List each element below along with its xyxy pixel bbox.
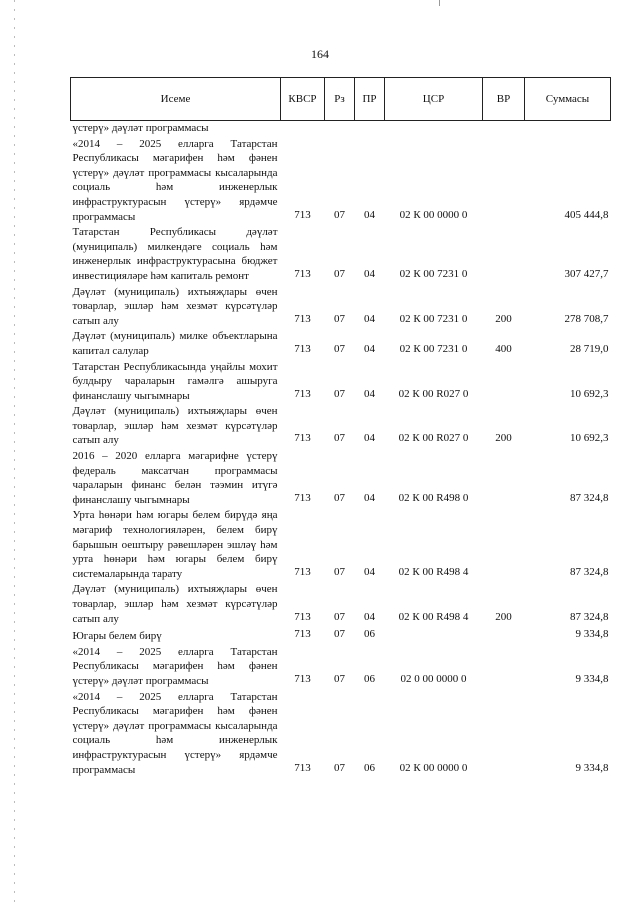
row-sum: 10 692,3: [570, 387, 609, 400]
row-rz: 07: [334, 432, 345, 445]
row-rz: 07: [334, 672, 345, 685]
row-rz: 07: [334, 565, 345, 578]
row-kvsr: 713: [294, 761, 311, 774]
row-rz: 07: [334, 267, 345, 280]
row-pr: 04: [364, 432, 375, 445]
row-csr: 02 К 00 R498 4: [398, 610, 469, 623]
row-pr: 06: [364, 628, 375, 641]
row-rz: [325, 121, 355, 136]
row-vr: 200: [495, 312, 512, 325]
row-rz: 07: [334, 761, 345, 774]
row-sum: 307 427,7: [564, 267, 609, 280]
scan-margin-dots: [14, 0, 15, 905]
row-pr: [355, 121, 385, 136]
row-csr: 02 К 00 0000 0: [399, 208, 468, 221]
row-vr: [483, 689, 525, 778]
table-body: [71, 121, 611, 778]
row-rz: 07: [334, 491, 345, 504]
table-row: [71, 224, 611, 283]
row-kvsr: 713: [294, 312, 311, 325]
row-name: Татарстан Республикасы дәүләт (муниципаль) милкендәге социаль һәм инженерлык инфраструктурасына бюджет инвестицияләре һәм капиталь ремонт: [72, 226, 278, 282]
row-rz: 07: [334, 610, 345, 623]
row-vr: 400: [495, 342, 512, 355]
row-kvsr: 713: [294, 267, 311, 280]
row-sum: [525, 121, 611, 136]
row-vr: [483, 626, 525, 644]
table-row: [71, 581, 611, 626]
row-sum: 87 324,8: [570, 610, 609, 623]
row-csr: 02 К 00 R498 4: [398, 565, 469, 578]
row-name: Дәүләт (муниципаль) ихтыяҗлары өчен товарлар, эшләр һәм хезмәт күрсәтүләр сатып алу: [72, 285, 278, 327]
row-vr: 200: [495, 610, 512, 623]
row-name: Дәүләт (муниципаль) милке объектларына капитал салулар: [72, 330, 278, 357]
row-sum: 405 444,8: [564, 208, 609, 221]
row-sum: 87 324,8: [570, 491, 609, 504]
row-pr: 06: [364, 672, 375, 685]
row-kvsr: 713: [294, 610, 311, 623]
row-kvsr: 713: [294, 342, 311, 355]
row-rz: 07: [334, 387, 345, 400]
row-kvsr: [281, 121, 325, 136]
table-row: [71, 689, 611, 778]
header-rz: Рз: [325, 78, 355, 121]
header-pr: ПР: [355, 78, 385, 121]
row-name: Татарстан Республикасында уңайлы мохит булдыру чараларын гамәлгә ашыруга финанслашу чыгымнары: [72, 360, 278, 402]
row-name: «2014 – 2025 елларга Татарстан Республикасы мәгарифен һәм фәнен үстерү» дәүләт программасы: [72, 645, 278, 687]
row-kvsr: 713: [294, 208, 311, 221]
row-rz: 07: [334, 628, 345, 641]
row-name: «2014 – 2025 елларга Татарстан Республикасы мәгарифен һәм фәнен үстерү» дәүләт программасы кысаларында социаль һәм инженерлык инфраструктурасын үстерү» ярдәмче программасы: [72, 690, 278, 776]
row-sum: 9 334,8: [575, 761, 609, 774]
row-vr: [483, 448, 525, 507]
table-row: [71, 359, 611, 404]
table-row: [71, 136, 611, 225]
row-name: Дәүләт (муниципаль) ихтыяҗлары өчен товарлар, эшләр һәм хезмәт күрсәтүләр сатып алу: [72, 583, 278, 625]
row-pr: 04: [364, 565, 375, 578]
table-row: [71, 448, 611, 507]
row-sum: 9 334,8: [575, 672, 609, 685]
row-kvsr: 713: [294, 491, 311, 504]
table-row: [71, 626, 611, 644]
row-pr: 04: [364, 491, 375, 504]
row-pr: 04: [364, 610, 375, 623]
row-csr: 02 К 00 R027 0: [398, 387, 469, 400]
row-sum: 87 324,8: [570, 565, 609, 578]
budget-table: [70, 77, 611, 777]
row-pr: 04: [364, 267, 375, 280]
table-row: [71, 644, 611, 689]
row-vr: [483, 121, 525, 136]
row-kvsr: 713: [294, 387, 311, 400]
row-name: Дәүләт (муниципаль) ихтыяҗлары өчен товарлар, эшләр һәм хезмәт күрсәтүләр сатып алу: [72, 405, 278, 447]
table-row: [71, 121, 611, 136]
table-header-row: [71, 78, 611, 121]
row-vr: 200: [495, 432, 512, 445]
row-vr: [483, 507, 525, 581]
table-row: [71, 328, 611, 358]
row-sum: 10 692,3: [570, 432, 609, 445]
table-row: [71, 507, 611, 581]
row-vr: [483, 224, 525, 283]
row-kvsr: 713: [294, 565, 311, 578]
row-csr: 02 К 00 R498 0: [398, 491, 469, 504]
scan-mark: [439, 0, 440, 6]
row-vr: [483, 136, 525, 225]
row-name: Урта һөнәри һәм югары белем бирүдә яңа мәгариф технологияләрен, белем бирү барышын оештыру рәвешләрен эшләү һәм урта һөнәри һәм югары белем бирү системаларында тарату: [72, 509, 278, 580]
row-csr: 02 К 00 7231 0: [399, 342, 468, 355]
row-vr: [483, 644, 525, 689]
row-sum: 9 334,8: [575, 628, 609, 641]
page-number: 164: [311, 47, 329, 61]
row-kvsr: 713: [294, 628, 311, 641]
row-sum: 28 719,0: [570, 342, 609, 355]
row-pr: 04: [364, 342, 375, 355]
row-csr: 02 К 00 R027 0: [398, 432, 469, 445]
header-vr: ВР: [483, 78, 525, 121]
row-name: «2014 – 2025 елларга Татарстан Республикасы мәгарифен һәм фәнен үстерү» дәүләт программасы кысаларында социаль һәм инженерлык инфраструктурасын үстерү» ярдәмче программасы: [72, 137, 278, 223]
row-rz: 07: [334, 312, 345, 325]
table-row: [71, 403, 611, 448]
row-name: 2016 – 2020 елларга мәгарифне үстерү федераль максатчан программасы чараларын финанс белән тәэмин итүгә финанслашу чыгымнары: [72, 450, 278, 506]
row-pr: 04: [364, 208, 375, 221]
row-sum: 278 708,7: [564, 312, 609, 325]
row-csr: 02 0 00 0000 0: [400, 672, 467, 685]
row-csr: [385, 626, 483, 644]
row-rz: 07: [334, 208, 345, 221]
row-pr: 04: [364, 312, 375, 325]
row-pr: 06: [364, 761, 375, 774]
row-name: Югары белем бирү: [72, 630, 162, 643]
row-kvsr: 713: [294, 432, 311, 445]
row-csr: 02 К 00 7231 0: [399, 312, 468, 325]
table-row: [71, 284, 611, 329]
row-vr: [483, 359, 525, 404]
row-pr: 04: [364, 387, 375, 400]
row-rz: 07: [334, 342, 345, 355]
row-csr: 02 К 00 7231 0: [399, 267, 468, 280]
row-csr: 02 К 00 0000 0: [399, 761, 468, 774]
row-name: үстерү» дәүләт программасы: [72, 122, 209, 134]
header-sum: Суммасы: [525, 78, 611, 121]
row-csr: [385, 121, 483, 136]
header-name: Исеме: [71, 78, 281, 121]
row-kvsr: 713: [294, 672, 311, 685]
header-csr: ЦСР: [385, 78, 483, 121]
header-kvsr: КВСР: [281, 78, 325, 121]
